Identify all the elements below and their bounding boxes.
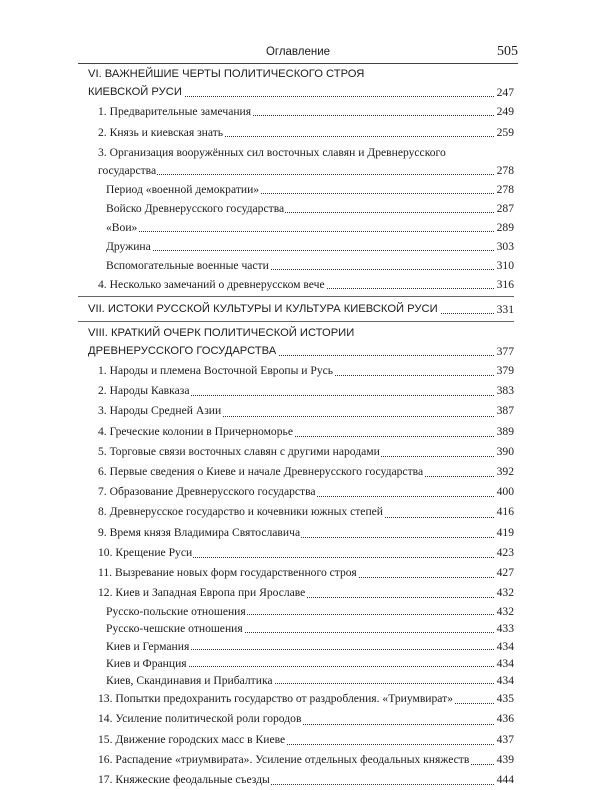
entry-title: 12. Киев и Западная Европа при Ярославе — [98, 583, 306, 603]
entry-page: 432 — [495, 603, 514, 620]
entry-page: 379 — [495, 361, 514, 381]
entry-title: 6. Первые сведения о Киеве и начале Древнерусского государства — [98, 462, 424, 482]
toc-entry[interactable] — [88, 482, 514, 502]
entry-title: «Вои» — [106, 218, 138, 237]
entry-title-line2: государства — [98, 161, 157, 180]
entry-title: 7. Образование Древнерусского государства — [98, 482, 317, 502]
entry-page: 434 — [495, 638, 514, 655]
entry-title: 3. Народы Средней Азии — [98, 401, 222, 421]
chapter-7-page: 331 — [495, 300, 514, 319]
chapter-8-heading[interactable] — [88, 342, 514, 361]
entry-title: 14. Усиление политической роли городов — [98, 709, 302, 729]
entry-title: 17. Княжеские феодальные съезды — [98, 770, 271, 790]
toc-entry[interactable] — [88, 361, 514, 381]
chapter-7-heading[interactable] — [88, 300, 514, 319]
entry-title: 5. Торговые связи восточных славян с другими народами — [98, 442, 381, 462]
entry-page: 444 — [495, 770, 514, 790]
entry-page: 427 — [495, 563, 514, 583]
entry-title: Русско-чешские отношения — [106, 620, 244, 637]
entry-title: 13. Попытки предохранить государство от раздробления. «Триумвират» — [98, 689, 454, 709]
toc-subentry[interactable] — [88, 620, 514, 637]
entry-title: 10. Крещение Руси — [98, 543, 193, 563]
entry-title: Войско Древнерусского государства — [106, 199, 285, 218]
chapter-8-page: 377 — [495, 342, 514, 361]
entry-title: Период «военной демократии» — [106, 180, 260, 199]
entry-page: 316 — [495, 275, 514, 294]
entry-page: 390 — [495, 442, 514, 462]
toc-subentry[interactable] — [88, 237, 514, 256]
entry-title: 8. Древнерусское государство и кочевники южных степей — [98, 502, 384, 522]
toc-entry[interactable] — [88, 750, 514, 770]
toc-subentry[interactable] — [88, 256, 514, 275]
toc-entry[interactable] — [88, 401, 514, 421]
entry-title: Дружина — [106, 237, 152, 256]
entry-title: 2. Народы Кавказа — [98, 381, 191, 401]
entry-page: 436 — [495, 709, 514, 729]
toc-subentry[interactable] — [88, 672, 514, 689]
running-header — [78, 44, 518, 62]
entry-title: Вспомогательные военные части — [106, 256, 270, 275]
entry-page: 278 — [495, 180, 514, 199]
chapter-6-heading[interactable] — [88, 83, 514, 102]
entry-title: 9. Время князя Владимира Святославича — [98, 523, 301, 543]
dot-leader — [106, 231, 510, 232]
dot-leader — [106, 250, 510, 251]
toc-entry[interactable] — [88, 502, 514, 522]
toc-entry[interactable] — [88, 770, 514, 790]
toc-entry[interactable] — [88, 422, 514, 442]
chapter-6-heading-line1[interactable]: VI. ВАЖНЕЙШИЕ ЧЕРТЫ ПОЛИТИЧЕСКОГО СТРОЯ — [88, 68, 365, 80]
toc-subentry[interactable] — [88, 180, 514, 199]
toc-entry[interactable] — [88, 462, 514, 482]
section-divider — [78, 296, 514, 297]
entry-title: 16. Распадение «триумвирата». Усиление отдельных феодальных княжеств — [98, 750, 470, 770]
entry-page: 439 — [495, 750, 514, 770]
entry-title: Русско-польские отношения — [106, 603, 247, 620]
entry-page: 433 — [495, 620, 514, 637]
toc-entry[interactable] — [88, 689, 514, 709]
entry-page: 400 — [495, 482, 514, 502]
entry-page: 392 — [495, 462, 514, 482]
section-divider — [78, 321, 514, 322]
entry-title: 11. Вызревание новых форм государственного строя — [98, 563, 358, 583]
running-title: Оглавление — [265, 46, 331, 58]
toc-subentry[interactable] — [88, 199, 514, 218]
entry-page: 289 — [495, 218, 514, 237]
entry-page: 278 — [495, 161, 514, 180]
toc-entry[interactable] — [88, 709, 514, 729]
entry-title: Киев и Германия — [106, 638, 190, 655]
toc-entry[interactable] — [88, 583, 514, 603]
toc-subentry[interactable] — [88, 655, 514, 672]
toc-entry[interactable] — [88, 102, 514, 121]
entry-title: 1. Народы и племена Восточной Европы и Русь — [98, 361, 334, 381]
entry-title: Киев, Скандинавия и Прибалтика — [106, 672, 274, 689]
chapter-8-entries — [88, 361, 514, 790]
toc-entry[interactable] — [88, 275, 514, 294]
toc-entry[interactable] — [88, 563, 514, 583]
entry-page: 303 — [495, 237, 514, 256]
entry-page: 310 — [495, 256, 514, 275]
entry-page: 389 — [495, 422, 514, 442]
entry-page: 434 — [495, 672, 514, 689]
page-number: 505 — [497, 44, 518, 59]
entry-page: 437 — [495, 730, 514, 750]
chapter-8-heading-line2: ДРЕВНЕРУССКОГО ГОСУДАРСТВА — [88, 342, 278, 361]
entry-page: 423 — [495, 543, 514, 563]
entry-page: 419 — [495, 523, 514, 543]
toc-entry[interactable] — [88, 730, 514, 750]
table-of-contents — [88, 66, 514, 790]
entry-page: 383 — [495, 381, 514, 401]
entry-title: Киев и Франция — [106, 655, 188, 672]
entry-page: 287 — [495, 199, 514, 218]
entry-title: 4. Греческие колонии в Причерноморье — [98, 422, 294, 442]
entry-title: 1. Предварительные замечания — [98, 102, 252, 121]
chapter-8-heading-line1[interactable]: VIII. КРАТКИЙ ОЧЕРК ПОЛИТИЧЕСКОЙ ИСТОРИИ — [88, 327, 355, 339]
entry-page: 249 — [495, 102, 514, 121]
chapter-6-page: 247 — [495, 83, 514, 102]
chapter-6-heading-line2: КИЕВСКОЙ РУСИ — [88, 83, 184, 102]
chapter-7-title: VII. ИСТОКИ РУССКОЙ КУЛЬТУРЫ И КУЛЬТУРА КИЕВСКОЙ РУСИ — [88, 300, 440, 319]
header-rule — [78, 63, 518, 64]
entry-page: 259 — [495, 123, 514, 142]
entry-page: 416 — [495, 502, 514, 522]
toc-entry[interactable] — [88, 523, 514, 543]
entry-title-line1[interactable]: 3. Организация вооружённых сил восточных славян и Древнерусского — [98, 146, 446, 159]
entry-title: 15. Движение городских масс в Киеве — [98, 730, 286, 750]
toc-entry[interactable] — [88, 123, 514, 142]
toc-entry[interactable] — [88, 381, 514, 401]
entry-page: 434 — [495, 655, 514, 672]
toc-subentry[interactable] — [88, 218, 514, 237]
entry-page: 435 — [495, 689, 514, 709]
entry-title: 4. Несколько замечаний о древнерусском вече — [98, 275, 326, 294]
toc-entry[interactable] — [88, 543, 514, 563]
toc-entry[interactable] — [88, 442, 514, 462]
toc-entry[interactable] — [88, 161, 514, 180]
entry-title: 2. Князь и киевская знать — [98, 123, 224, 142]
toc-subentry[interactable] — [88, 638, 514, 655]
entry-page: 387 — [495, 401, 514, 421]
dot-leader — [98, 174, 510, 175]
entry-page: 432 — [495, 583, 514, 603]
toc-subentry[interactable] — [88, 603, 514, 620]
